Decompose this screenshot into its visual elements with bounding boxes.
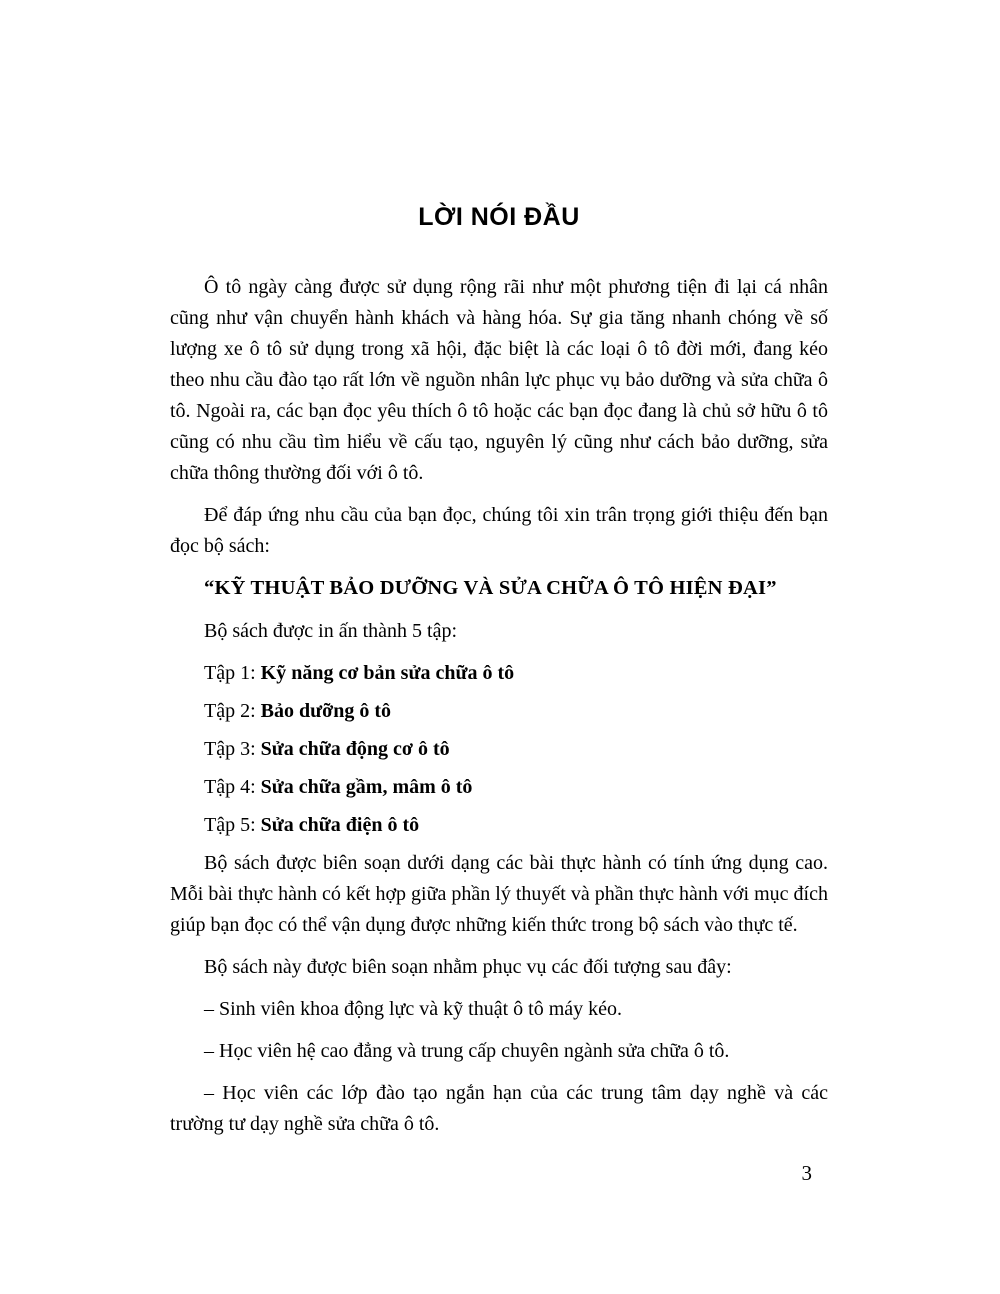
series-title: “KỸ THUẬT BẢO DƯỠNG VÀ SỬA CHỮA Ô TÔ HIỆN ĐẠI” bbox=[204, 577, 777, 599]
audience-item-3: – Học viên các lớp đào tạo ngắn hạn của các trung tâm dạy nghề và các trường tư dạy nghề sửa chữa ô tô. bbox=[170, 1082, 828, 1135]
paragraph-description: Bộ sách được biên soạn dưới dạng các bài thực hành có tính ứng dụng cao. Mỗi bài thực hành có kết hợp giữa phần lý thuyết và phần thực hành với mục đích giúp bạn đọc có thể vận dụng được những kiến thức trong bộ sách vào thực tế. bbox=[170, 852, 828, 936]
paragraph-intro: Ô tô ngày càng được sử dụng rộng rãi như một phương tiện đi lại cá nhân cũng như vận chuyển hành khách và hàng hóa. Sự gia tăng nhanh chóng về số lượng xe ô tô sử dụng trong xã hội, đặc biệt là các loại ô tô đời mới, đang kéo theo nhu cầu đào tạo rất lớn về nguồn nhân lực phục vụ bảo dưỡng và sửa chữa ô tô. Ngoài ra, các bạn đọc yêu thích ô tô hoặc các bạn đọc đang là chủ sở hữu ô tô cũng có nhu cầu tìm hiểu về cấu tạo, nguyên lý cũng như cách bảo dưỡng, sửa chữa thông thường đối với ô tô. bbox=[170, 276, 828, 484]
volume-label: Tập 4: bbox=[204, 776, 256, 798]
volume-label: Tập 2: bbox=[204, 700, 256, 722]
audience-item-2: – Học viên hệ cao đẳng và trung cấp chuyên ngành sửa chữa ô tô. bbox=[204, 1040, 730, 1062]
paragraph-audience-intro: Bộ sách này được biên soạn nhằm phục vụ các đối tượng sau đây: bbox=[204, 956, 732, 978]
paragraph-purpose: Để đáp ứng nhu cầu của bạn đọc, chúng tôi xin trân trọng giới thiệu đến bạn đọc bộ sách: bbox=[170, 504, 828, 557]
volume-item-1 bbox=[170, 658, 828, 689]
volume-item-3 bbox=[170, 734, 828, 765]
volume-label: Tập 5: bbox=[204, 814, 256, 836]
volume-title: Kỹ năng cơ bản sửa chữa ô tô bbox=[260, 662, 515, 684]
paragraph-volumes-intro: Bộ sách được in ấn thành 5 tập: bbox=[204, 620, 458, 642]
volume-title: Bảo dưỡng ô tô bbox=[260, 700, 391, 722]
volume-title: Sửa chữa gầm, mâm ô tô bbox=[260, 776, 473, 798]
volume-label: Tập 1: bbox=[204, 662, 256, 684]
volume-item-4 bbox=[170, 772, 828, 803]
volume-title: Sửa chữa động cơ ô tô bbox=[260, 738, 450, 760]
volume-title: Sửa chữa điện ô tô bbox=[260, 814, 420, 836]
volume-item-2 bbox=[170, 696, 828, 727]
audience-item-1: – Sinh viên khoa động lực và kỹ thuật ô tô máy kéo. bbox=[204, 998, 622, 1020]
page-title: LỜI NÓI ĐẦU bbox=[418, 203, 580, 231]
volume-label: Tập 3: bbox=[204, 738, 256, 760]
page-number: 3 bbox=[801, 1161, 812, 1185]
volume-item-5 bbox=[170, 810, 828, 841]
